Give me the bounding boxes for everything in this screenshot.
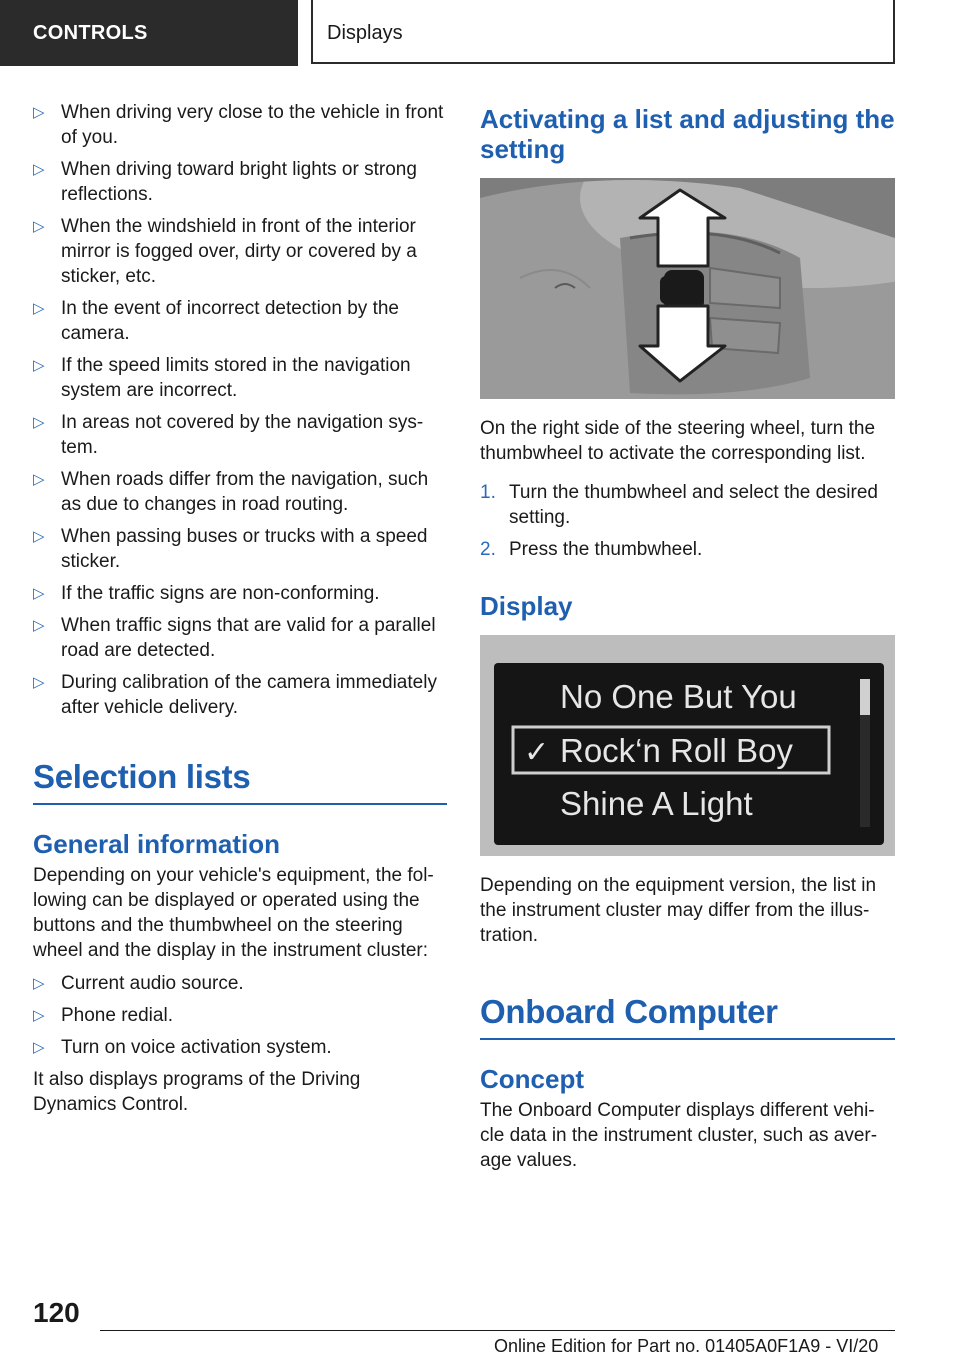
step-number: 2. — [480, 539, 496, 560]
list-item: ▷ Phone redial. — [33, 1005, 173, 1026]
list-item: ▷ When driving very close to the vehicle in front of you. — [33, 102, 444, 148]
list-item: ▷ When passing buses or trucks with a speed sticker. — [33, 526, 428, 572]
left-column — [33, 100, 447, 1117]
section-title-selection-lists: Selection lists — [33, 758, 251, 795]
page-header — [0, 0, 960, 66]
list-scrollbar-thumb — [860, 679, 870, 715]
features-list — [33, 971, 447, 1060]
triangle-bullet-icon: ▷ — [33, 161, 45, 178]
triangle-bullet-icon: ▷ — [33, 585, 45, 602]
thumbwheel-paragraph: On the right side of the steering wheel, turn the thumbwheel to activate the corresponding list. — [480, 418, 876, 464]
footer-rule — [100, 1330, 895, 1331]
list-item: ▷ Turn on voice activation system. — [33, 1037, 332, 1058]
list-item: ▷ During calibration of the camera immediately after vehicle delivery. — [33, 672, 437, 718]
step-item: 1. Turn the thumbwheel and select the desired setting. — [480, 482, 878, 528]
section-tab: CONTROLS — [0, 0, 298, 66]
list-item: ▷ Current audio source. — [33, 973, 244, 994]
subsection-title-activating-list: Activating a list and adjusting the setting — [480, 104, 895, 164]
triangle-bullet-icon: ▷ — [33, 975, 45, 992]
check-icon: ✓ — [524, 735, 550, 770]
triangle-bullet-icon: ▷ — [33, 528, 45, 545]
triangle-bullet-icon: ▷ — [33, 471, 45, 488]
section-title-onboard-computer: Onboard Computer — [480, 993, 778, 1030]
chapter-tab: Displays — [311, 0, 895, 64]
list-item: ▷ When roads differ from the navigation, such as due to changes in road routing. — [33, 469, 429, 515]
steering-wheel-thumbwheel-image — [480, 178, 895, 399]
conditions-list — [33, 100, 447, 720]
triangle-bullet-icon: ▷ — [33, 357, 45, 374]
triangle-bullet-icon: ▷ — [33, 1007, 45, 1024]
list-option-1: No One But You — [560, 678, 797, 715]
intro-paragraph: Depending on your vehicle's equipment, the fol-lowing can be displayed or operated using the buttons and the thumbwheel on the steering wheel and the display in the instrument cluster: — [33, 865, 434, 961]
triangle-bullet-icon: ▷ — [33, 1039, 45, 1056]
subsection-title-concept: Concept — [480, 1064, 584, 1094]
display-figure — [480, 635, 895, 861]
triangle-bullet-icon: ▷ — [33, 218, 45, 235]
concept-paragraph: The Onboard Computer displays different vehi-cle data in the instrument cluster, such as aver-age values. — [480, 1100, 878, 1171]
list-option-2-selected: Rock‘n Roll Boy — [560, 732, 793, 769]
list-option-3: Shine A Light — [560, 785, 753, 822]
list-item: ▷ When driving toward bright lights or strong reflections. — [33, 159, 417, 205]
step-item: 2. Press the thumbwheel. — [480, 539, 703, 560]
page-number: 120 — [33, 1297, 80, 1328]
list-item: ▷ When the windshield in front of the interior mirror is fogged over, dirty or covered by a sticker, etc. — [33, 216, 417, 287]
triangle-bullet-icon: ▷ — [33, 414, 45, 431]
list-item: ▷ In areas not covered by the navigation sys-tem. — [33, 412, 424, 458]
triangle-bullet-icon: ▷ — [33, 617, 45, 634]
list-item: ▷ If the traffic signs are non-conforming. — [33, 583, 380, 604]
subsection-title-display: Display — [480, 591, 573, 621]
list-item: ▷ In the event of incorrect detection by the camera. — [33, 298, 399, 344]
list-item: ▷ When traffic signs that are valid for a parallel road are detected. — [33, 615, 436, 661]
triangle-bullet-icon: ▷ — [33, 104, 45, 121]
triangle-bullet-icon: ▷ — [33, 300, 45, 317]
right-column — [480, 100, 895, 1173]
list-item: ▷ If the speed limits stored in the navigation system are incorrect. — [33, 355, 411, 401]
step-number: 1. — [480, 482, 496, 503]
edition-note: Online Edition for Part no. 01405A0F1A9 - VI/20 — [494, 1336, 879, 1356]
display-note-paragraph: Depending on the equipment version, the list in the instrument cluster may differ from the illus-tration. — [480, 875, 877, 946]
outro-paragraph: It also displays programs of the Driving Dynamics Control. — [33, 1069, 361, 1115]
steps-list — [480, 480, 895, 562]
instrument-cluster-list-image — [480, 635, 895, 856]
triangle-bullet-icon: ▷ — [33, 674, 45, 691]
steering-wheel-figure — [480, 178, 895, 404]
subsection-title-general-information: General information — [33, 829, 281, 859]
